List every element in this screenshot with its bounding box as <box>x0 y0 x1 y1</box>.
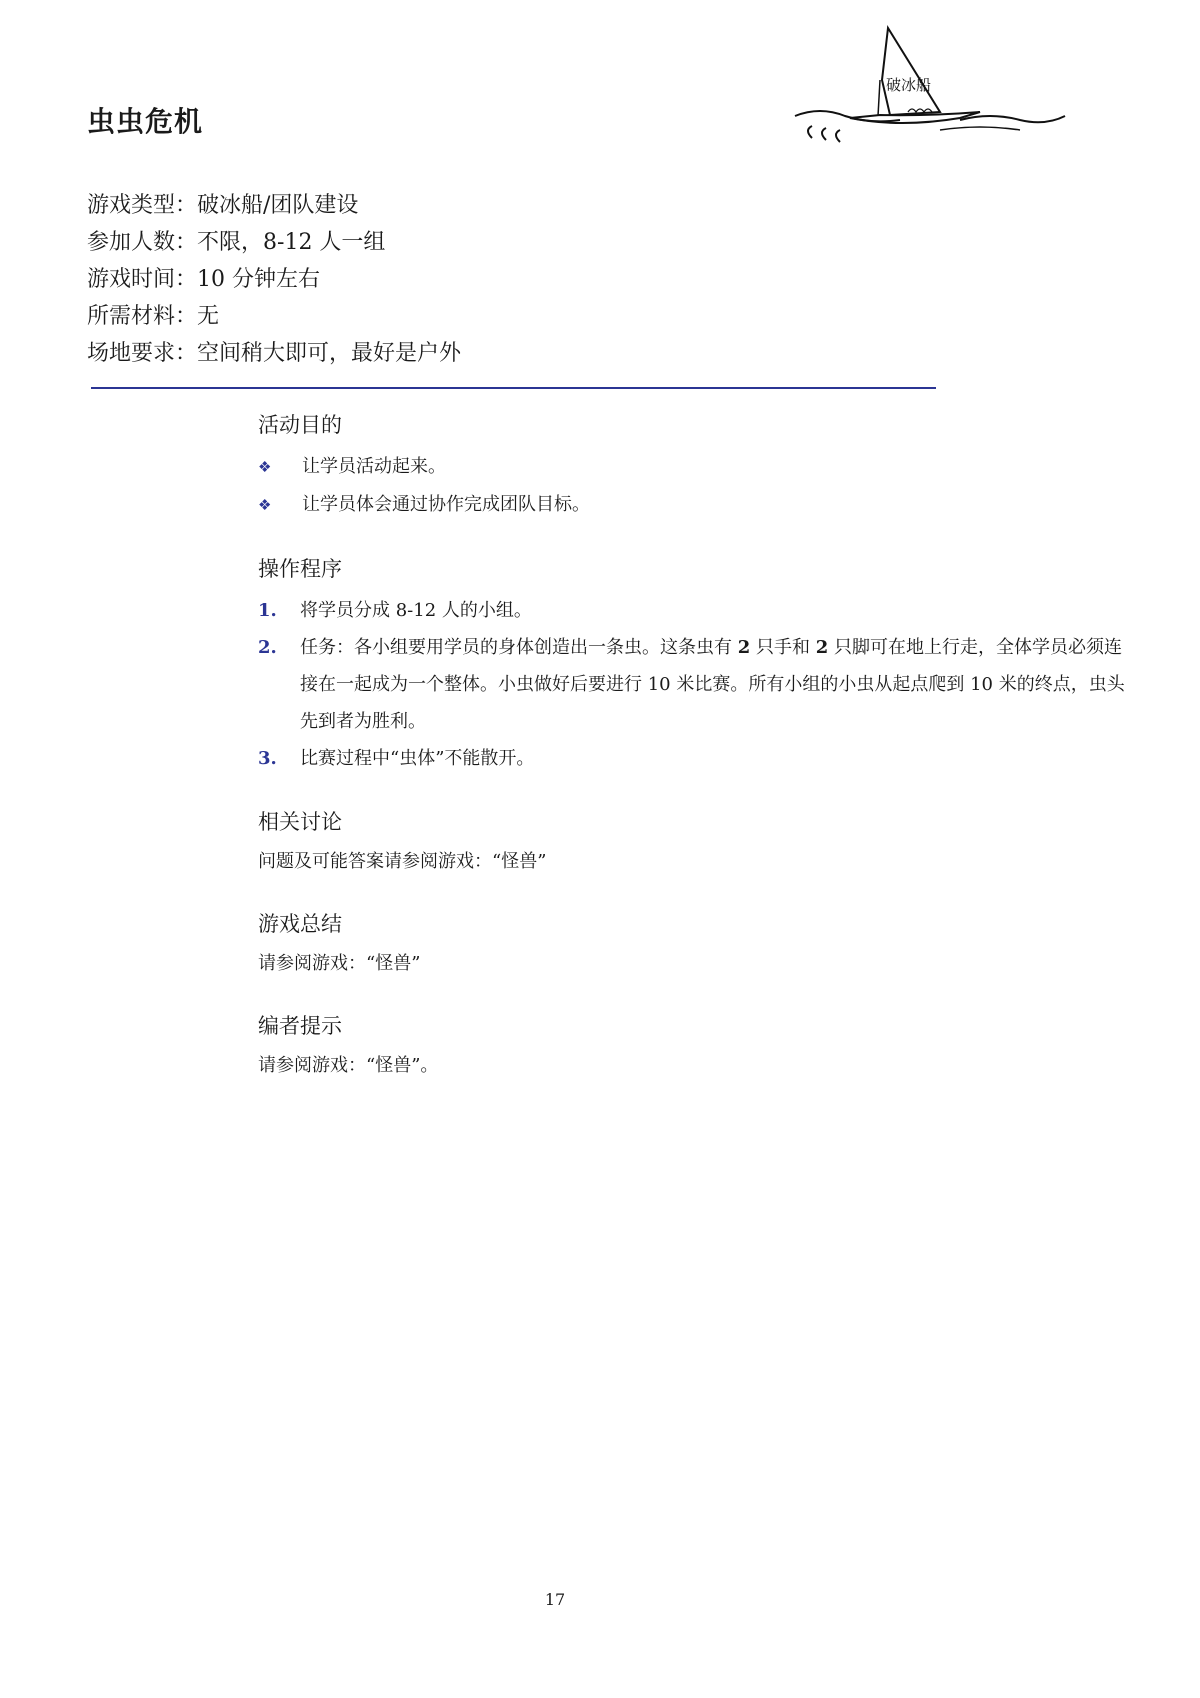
section-procedure <box>258 554 1128 777</box>
section-divider <box>91 387 936 389</box>
meta-duration <box>87 261 461 298</box>
main-content <box>258 410 1128 1113</box>
step-number: 3. <box>258 748 277 769</box>
meta-label: 参加人数： <box>87 230 198 255</box>
step-text-bold: 2 <box>737 637 751 658</box>
list-item-text: 让学员体会通过协作完成团队目标。 <box>302 494 590 515</box>
section-heading: 操作程序 <box>258 557 342 581</box>
list-item <box>258 592 1128 629</box>
section-tips <box>258 1011 1128 1083</box>
section-text: 请参阅游戏：“怪兽” <box>258 953 421 974</box>
goals-list <box>258 448 1128 524</box>
section-discussion <box>258 807 1128 879</box>
step-text-part: 只脚可在地上行走，全体学员必须连接在一起成为一个整体。小虫做好后要进行 10 米比赛。所有小组的小虫从起点爬到 10 米的终点，虫头先到者为胜利。 <box>300 637 1125 732</box>
list-item <box>258 740 1128 777</box>
meta-value: 无 <box>197 304 220 329</box>
meta-participants <box>87 224 461 261</box>
procedure-list <box>258 592 1128 777</box>
meta-value: 空间稍大即可，最好是户外 <box>197 341 462 366</box>
meta-value: 不限，8-12 人一组 <box>197 230 386 255</box>
page-number: 17 <box>544 1590 566 1609</box>
list-item <box>258 448 1128 486</box>
bullet-icon: ❖ <box>258 496 272 514</box>
section-text: 请参阅游戏：“怪兽”。 <box>258 1055 439 1076</box>
step-text-bold: 2 <box>815 637 829 658</box>
section-heading: 活动目的 <box>258 413 342 437</box>
step-number: 1. <box>258 600 277 621</box>
logo-text: 破冰船 <box>886 76 932 94</box>
list-item-text: 让学员活动起来。 <box>302 456 446 477</box>
meta-value: 10 分钟左右 <box>197 267 321 292</box>
step-text <box>300 629 1128 740</box>
section-goals <box>258 410 1128 524</box>
game-info <box>87 187 461 372</box>
step-text-part: 只手和 <box>750 637 816 658</box>
step-text: 将学员分成 8-12 人的小组。 <box>300 600 532 621</box>
icebreaker-boat-logo <box>790 20 1070 150</box>
meta-venue <box>87 335 461 372</box>
page-title: 虫虫危机 <box>87 105 204 138</box>
section-text: 问题及可能答案请参阅游戏：“怪兽” <box>258 851 547 872</box>
meta-label: 游戏类型： <box>87 193 198 218</box>
meta-value: 破冰船/团队建设 <box>197 193 359 218</box>
list-item <box>258 629 1128 740</box>
step-text-part: 任务：各小组要用学员的身体创造出一条虫。这条虫有 <box>300 637 738 658</box>
meta-label: 场地要求： <box>87 341 198 366</box>
meta-game-type <box>87 187 461 224</box>
step-number: 2. <box>258 637 277 658</box>
meta-label: 游戏时间： <box>87 267 198 292</box>
meta-materials <box>87 298 461 335</box>
section-heading: 游戏总结 <box>258 912 342 936</box>
list-item <box>258 486 1128 524</box>
step-text: 比赛过程中“虫体”不能散开。 <box>300 748 535 769</box>
section-heading: 相关讨论 <box>258 810 342 834</box>
bullet-icon: ❖ <box>258 458 272 476</box>
section-heading: 编者提示 <box>258 1014 342 1038</box>
section-summary <box>258 909 1128 981</box>
meta-label: 所需材料： <box>87 304 198 329</box>
